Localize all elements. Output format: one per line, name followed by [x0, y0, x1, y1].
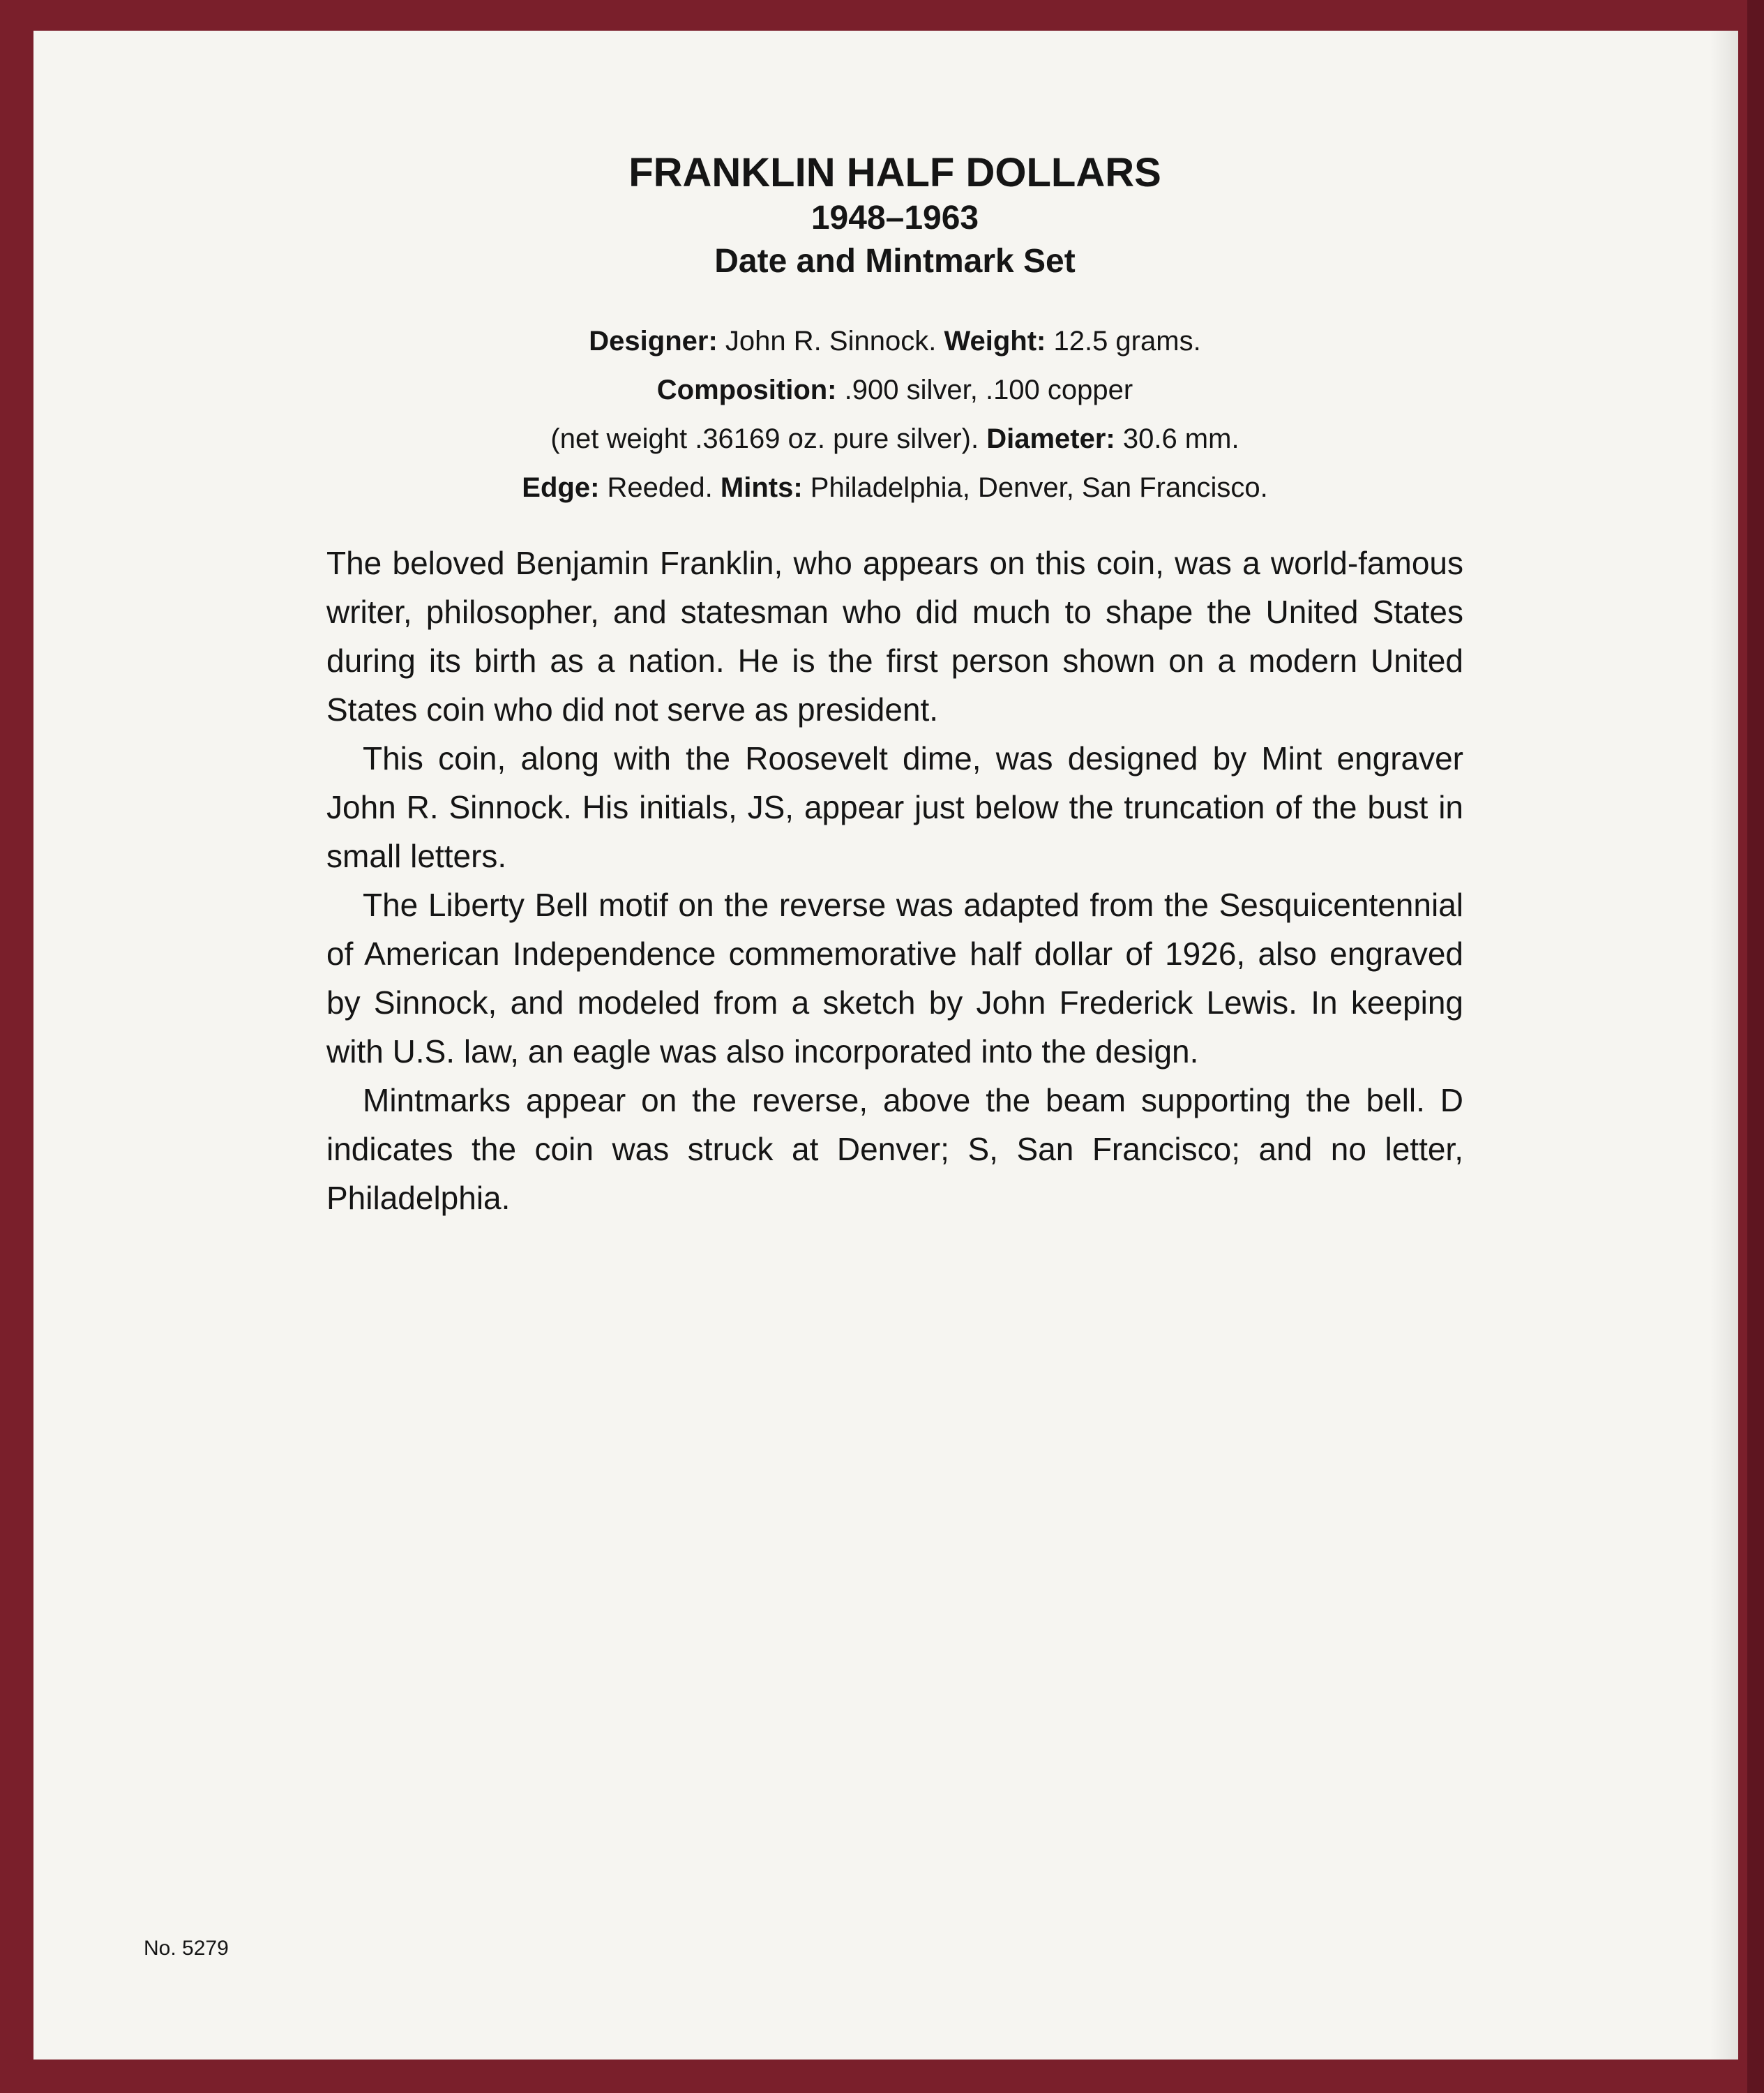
paragraph-mintmarks: Mintmarks appear on the reverse, above the beam supporting the bell. D indicates the coin was struck at Denver; S, San Francisco; and no letter, Philadelphia.	[326, 1082, 1463, 1216]
diameter-label: Diameter:	[986, 423, 1115, 454]
paragraph-designer: This coin, along with the Roosevelt dime, was designed by Mint engraver John R. Sinnock. His initials, JS, appear just below the truncation of the bust in small letters.	[326, 740, 1463, 874]
paragraph-reverse-motif: The Liberty Bell motif on the reverse was adapted from the Sesquicentennial of American Independence commemorative half dollar of 1926, also engraved by Sinnock, and modeled from a sketch by John Frederick Lewis. In keeping with U.S. law, an eagle was also incorporated into the design.	[326, 887, 1463, 1070]
spec-line-edge-mints	[326, 463, 1463, 512]
paragraph-franklin: The beloved Benjamin Franklin, who appears on this coin, was a world-famous writer, philosopher, and statesman who did much to shape the United States during its birth as a nation. He is the first person shown on a modern United States coin who did not serve as president.	[326, 545, 1463, 728]
net-weight: (net weight .36169 oz. pure silver).	[550, 423, 979, 454]
edge-value: Reeded.	[607, 472, 713, 503]
edge-label: Edge:	[522, 472, 600, 503]
diameter-value: 30.6 mm.	[1122, 423, 1239, 454]
weight-value: 12.5 grams.	[1053, 326, 1201, 357]
weight-label: Weight:	[944, 326, 1046, 357]
catalog-number: No. 5279	[144, 1937, 229, 1960]
description-body	[326, 539, 1463, 1222]
spec-line-composition	[326, 366, 1463, 414]
composition-value: .900 silver, .100 copper	[844, 375, 1133, 405]
designer-value: John R. Sinnock.	[725, 326, 937, 357]
album-page	[33, 31, 1738, 2060]
cover-edge	[1747, 0, 1764, 2093]
coin-specifications	[326, 317, 1463, 512]
designer-label: Designer:	[589, 326, 718, 357]
mints-label: Mints:	[720, 472, 803, 503]
page-content	[326, 149, 1463, 1222]
spec-line-net-weight-diameter	[326, 414, 1463, 463]
spine-shadow	[1710, 31, 1738, 2060]
set-name: Date and Mintmark Set	[714, 243, 1076, 280]
spec-line-designer-weight	[326, 317, 1463, 366]
page-title: FRANKLIN HALF DOLLARS	[628, 150, 1161, 195]
composition-label: Composition:	[656, 375, 837, 405]
mints-value: Philadelphia, Denver, San Francisco.	[810, 472, 1268, 503]
year-range: 1948–1963	[811, 200, 979, 237]
